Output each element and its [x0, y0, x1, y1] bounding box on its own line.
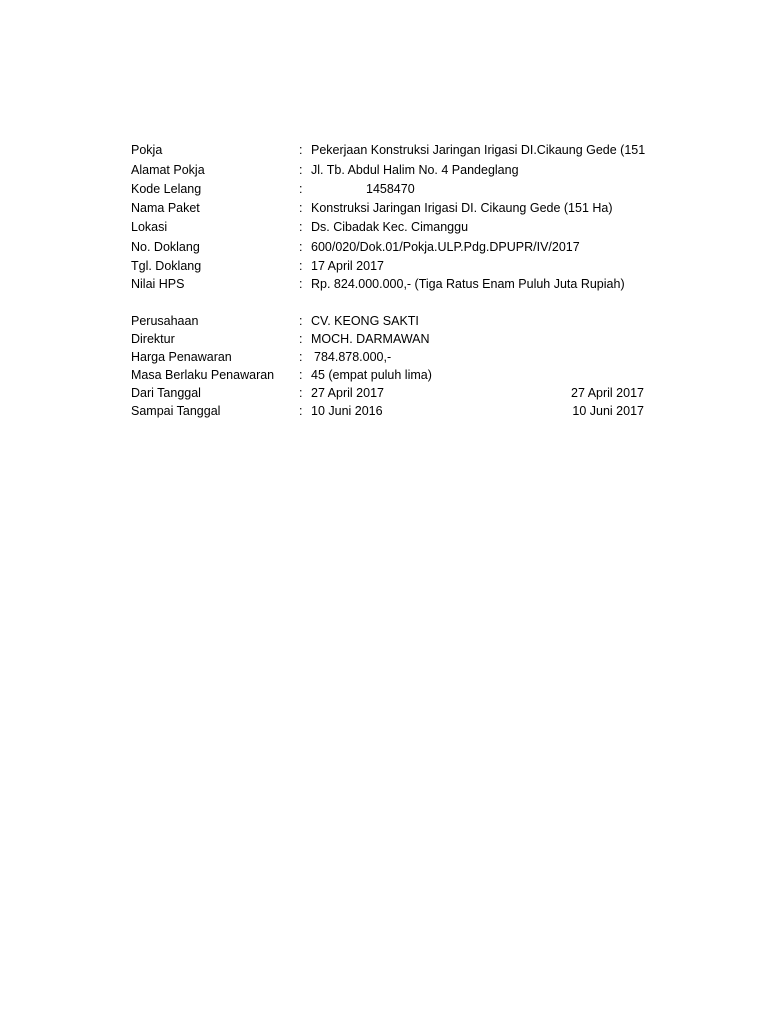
value-alamat-pokja: Jl. Tb. Abdul Halim No. 4 Pandeglang	[311, 163, 519, 177]
value-nama-paket: Konstruksi Jaringan Irigasi DI. Cikaung Gede (151 Ha)	[311, 201, 613, 215]
colon-harga-penawaran: :	[299, 350, 303, 364]
colon-alamat-pokja: :	[299, 163, 303, 177]
value-kode-lelang: 1458470	[366, 182, 415, 196]
colon-no-doklang: :	[299, 240, 303, 254]
colon-perusahaan: :	[299, 314, 303, 328]
colon-nama-paket: :	[299, 201, 303, 215]
value-harga-penawaran: 784.878.000,-	[314, 350, 392, 364]
label-dari-tanggal: Dari Tanggal	[131, 386, 201, 400]
label-masa-berlaku: Masa Berlaku Penawaran	[131, 368, 275, 382]
label-alamat-pokja: Alamat Pokja	[131, 163, 205, 177]
label-nama-paket: Nama Paket	[131, 201, 200, 215]
value-right-dari-tanggal: 27 April 2017	[571, 386, 644, 400]
label-tgl-doklang: Tgl. Doklang	[131, 259, 202, 273]
value-lokasi: Ds. Cibadak Kec. Cimanggu	[311, 220, 469, 234]
value-nilai-hps: Rp. 824.000.000,- (Tiga Ratus Enam Puluh Juta Rupiah)	[311, 277, 625, 291]
value-right-sampai-tanggal: 10 Juni 2017	[572, 404, 644, 418]
value-dari-tanggal: 27 April 2017	[311, 386, 384, 400]
value-perusahaan: CV. KEONG SAKTI	[311, 314, 419, 328]
value-pokja: Pekerjaan Konstruksi Jaringan Irigasi DI.Cikaung Gede (151	[311, 143, 646, 157]
colon-tgl-doklang: :	[299, 259, 303, 273]
value-direktur: MOCH. DARMAWAN	[311, 332, 430, 346]
label-direktur: Direktur	[131, 332, 175, 346]
value-tgl-doklang: 17 April 2017	[311, 259, 384, 273]
colon-dari-tanggal: :	[299, 386, 303, 400]
label-nilai-hps: Nilai HPS	[131, 277, 185, 291]
colon-sampai-tanggal: :	[299, 404, 303, 418]
colon-kode-lelang: :	[299, 182, 303, 196]
label-sampai-tanggal: Sampai Tanggal	[131, 404, 221, 418]
colon-lokasi: :	[299, 220, 303, 234]
label-harga-penawaran: Harga Penawaran	[131, 350, 232, 364]
value-sampai-tanggal: 10 Juni 2016	[311, 404, 383, 418]
label-pokja: Pokja	[131, 143, 163, 157]
label-lokasi: Lokasi	[131, 220, 168, 234]
label-perusahaan: Perusahaan	[131, 314, 199, 328]
colon-nilai-hps: :	[299, 277, 303, 291]
label-no-doklang: No. Doklang	[131, 240, 200, 254]
colon-direktur: :	[299, 332, 303, 346]
value-no-doklang: 600/020/Dok.01/Pokja.ULP.Pdg.DPUPR/IV/2017	[311, 240, 580, 254]
label-kode-lelang: Kode Lelang	[131, 182, 202, 196]
colon-masa-berlaku: :	[299, 368, 303, 382]
value-masa-berlaku: 45 (empat puluh lima)	[311, 368, 432, 382]
colon-pokja: :	[299, 143, 303, 157]
